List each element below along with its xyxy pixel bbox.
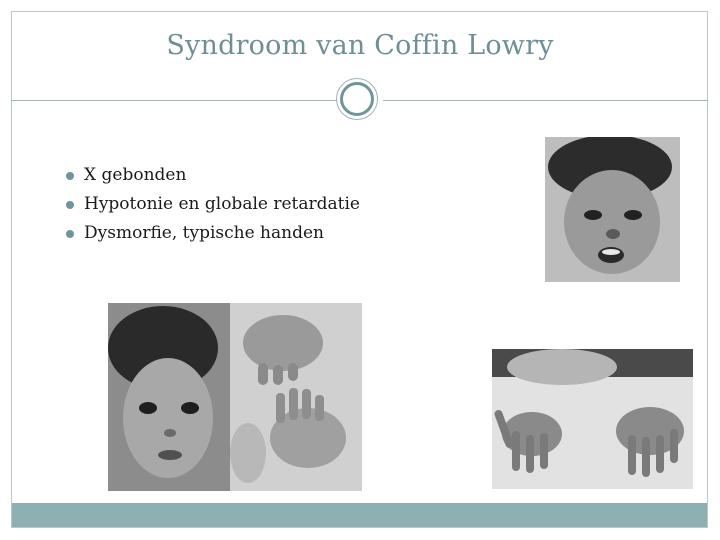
title-divider-left bbox=[11, 100, 337, 101]
hands-photo bbox=[492, 349, 693, 489]
title-divider-right bbox=[383, 100, 708, 101]
bullet-text: X gebonden bbox=[84, 165, 187, 185]
slide-title: Syndroom van Coffin Lowry bbox=[166, 30, 554, 61]
bullet-item bbox=[64, 161, 360, 190]
title-ornament-circle-icon bbox=[340, 82, 374, 116]
bullet-list bbox=[64, 161, 360, 248]
bullet-text: Hypotonie en globale retardatie bbox=[84, 194, 360, 214]
bullet-item bbox=[64, 219, 360, 248]
bullet-text: Dysmorfie, typische handen bbox=[84, 223, 324, 243]
bullet-dot-icon bbox=[66, 201, 74, 209]
bullet-dot-icon bbox=[66, 172, 74, 180]
footer-bar bbox=[12, 503, 707, 527]
bullet-dot-icon bbox=[66, 230, 74, 238]
bullet-item bbox=[64, 190, 360, 219]
child-face-and-hands-photo bbox=[108, 303, 362, 491]
child-face-photo bbox=[545, 137, 680, 282]
